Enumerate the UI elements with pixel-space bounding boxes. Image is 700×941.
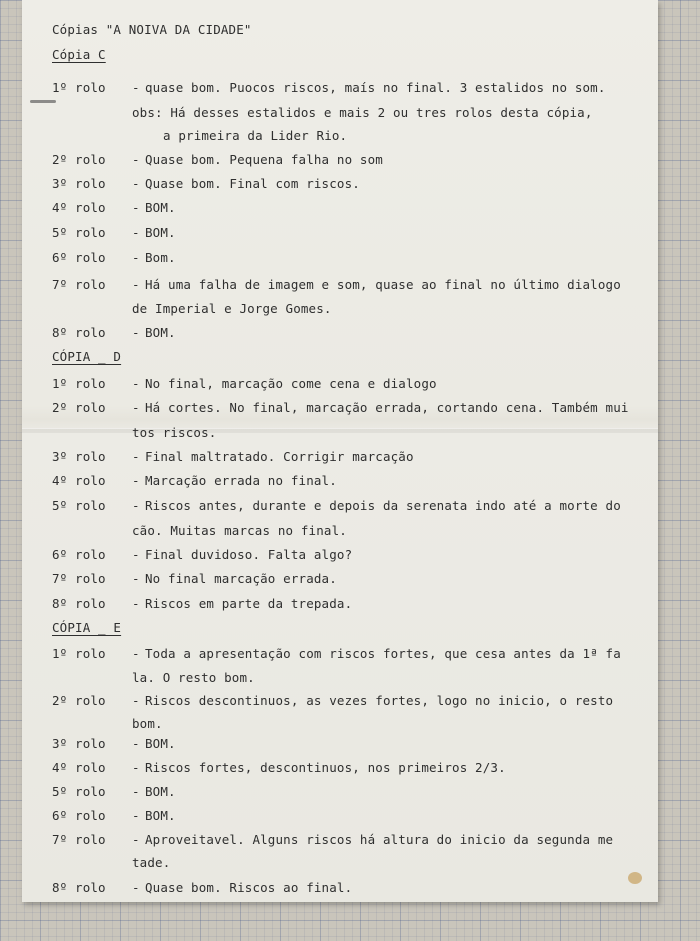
copy-e-roll-8 [52,880,352,895]
dash: - [132,152,140,167]
copy-e-roll-5 [52,784,176,799]
roll-label: 7º rolo [52,571,106,586]
copy-c-roll-3 [52,176,360,191]
ink-smudge [30,100,56,103]
roll-label: 6º rolo [52,547,106,562]
roll-note: Riscos descontinuos, as vezes fortes, logo no inicio, o resto [145,693,614,708]
roll-note: Toda a apresentação com riscos fortes, que cesa antes da 1ª fa [145,646,621,661]
roll-note-continuation: obs: Há desses estalidos e mais 2 ou tres rolos desta cópia, [132,105,593,120]
roll-note: Riscos antes, durante e depois da serenata indo até a morte do [145,498,621,513]
dash: - [132,596,140,611]
roll-note: BOM. [145,225,176,240]
dash: - [132,571,140,586]
roll-label: 7º rolo [52,277,106,292]
copy-d-roll-8 [52,596,352,611]
copy-e-roll-4 [52,760,506,775]
roll-label: 5º rolo [52,784,106,799]
dash: - [132,80,140,95]
copy-e-roll-7 [52,832,613,847]
copy-d-roll-1 [52,376,437,391]
roll-note: Quase bom. Riscos ao final. [145,880,353,895]
roll-note: No final marcação errada. [145,571,337,586]
dash: - [132,808,140,823]
roll-note: Há uma falha de imagem e som, quase ao final no último dialogo [145,277,621,292]
copy-c-roll-8 [52,325,176,340]
roll-label: 4º rolo [52,200,106,215]
roll-label: 6º rolo [52,250,106,265]
roll-label: 3º rolo [52,449,106,464]
roll-note: BOM. [145,736,176,751]
roll-label: 2º rolo [52,152,106,167]
roll-label: 6º rolo [52,808,106,823]
roll-label: 7º rolo [52,832,106,847]
roll-label: 1º rolo [52,646,106,661]
roll-note-continuation: cão. Muitas marcas no final. [132,523,347,538]
copy-e-roll-3 [52,736,176,751]
copy-e-roll-6 [52,808,176,823]
roll-label: 2º rolo [52,400,106,415]
roll-note: Final maltratado. Corrigir marcação [145,449,414,464]
roll-label: 5º rolo [52,225,106,240]
dash: - [132,760,140,775]
roll-label: 1º rolo [52,376,106,391]
dash: - [132,325,140,340]
roll-note-continuation: a primeira da Lider Rio. [163,128,348,143]
copy-d-roll-2 [52,400,629,415]
roll-label: 4º rolo [52,760,106,775]
copy-c-roll-1 [52,80,606,95]
copy-c-roll-2 [52,152,383,167]
roll-note: BOM. [145,784,176,799]
copy-e-heading: CÓPIA _ E [52,620,122,635]
dash: - [132,784,140,799]
roll-note-continuation: de Imperial e Jorge Gomes. [132,301,332,316]
dash: - [132,200,140,215]
roll-note: Aproveitavel. Alguns riscos há altura do inicio da segunda me [145,832,614,847]
roll-label: 5º rolo [52,498,106,513]
roll-label: 1º rolo [52,80,106,95]
document-title: Cópias "A NOIVA DA CIDADE" [52,22,252,37]
roll-note-continuation: tade. [132,855,171,870]
roll-note: Quase bom. Final com riscos. [145,176,360,191]
roll-note-continuation: la. O resto bom. [132,670,255,685]
dash: - [132,736,140,751]
roll-note: quase bom. Puocos riscos, maís no final. 3 estalidos no som. [145,80,606,95]
dash: - [132,693,140,708]
dash: - [132,449,140,464]
copy-d-roll-6 [52,547,352,562]
roll-label: 3º rolo [52,176,106,191]
copy-d-roll-3 [52,449,414,464]
dash: - [132,498,140,513]
dash: - [132,473,140,488]
dash: - [132,547,140,562]
roll-note: Marcação errada no final. [145,473,337,488]
roll-note: Riscos fortes, descontinuos, nos primeiros 2/3. [145,760,506,775]
dash: - [132,880,140,895]
dash: - [132,277,140,292]
copy-d-roll-7 [52,571,337,586]
paper-fold [22,428,658,433]
roll-note: BOM. [145,325,176,340]
dash: - [132,176,140,191]
roll-label: 8º rolo [52,325,106,340]
copy-c-heading: Cópia C [52,47,106,62]
copy-d-roll-5 [52,498,621,513]
dash: - [132,250,140,265]
roll-note: No final, marcação come cena e dialogo [145,376,437,391]
copy-c-roll-4 [52,200,176,215]
typewritten-sheet [22,0,658,902]
copy-e-roll-1 [52,646,621,661]
roll-label: 2º rolo [52,693,106,708]
dash: - [132,376,140,391]
roll-note: Final duvidoso. Falta algo? [145,547,353,562]
copy-d-roll-4 [52,473,337,488]
dash: - [132,646,140,661]
roll-label: 3º rolo [52,736,106,751]
dash: - [132,225,140,240]
roll-label: 8º rolo [52,596,106,611]
roll-note: Riscos em parte da trepada. [145,596,353,611]
roll-note-continuation: tos riscos. [132,425,217,440]
copy-c-roll-7 [52,277,621,292]
dash: - [132,400,140,415]
roll-note: Há cortes. No final, marcação errada, cortando cena. Também mui [145,400,629,415]
copy-e-roll-2 [52,693,613,708]
copy-d-heading: CÓPIA _ D [52,349,122,364]
copy-c-roll-6 [52,250,176,265]
copy-c-roll-5 [52,225,176,240]
roll-label: 8º rolo [52,880,106,895]
roll-note: BOM. [145,808,176,823]
dash: - [132,832,140,847]
roll-note: Quase bom. Pequena falha no som [145,152,383,167]
paper-stain [628,872,642,884]
roll-note-continuation: bom. [132,716,163,731]
roll-note: BOM. [145,200,176,215]
roll-note: Bom. [145,250,176,265]
roll-label: 4º rolo [52,473,106,488]
